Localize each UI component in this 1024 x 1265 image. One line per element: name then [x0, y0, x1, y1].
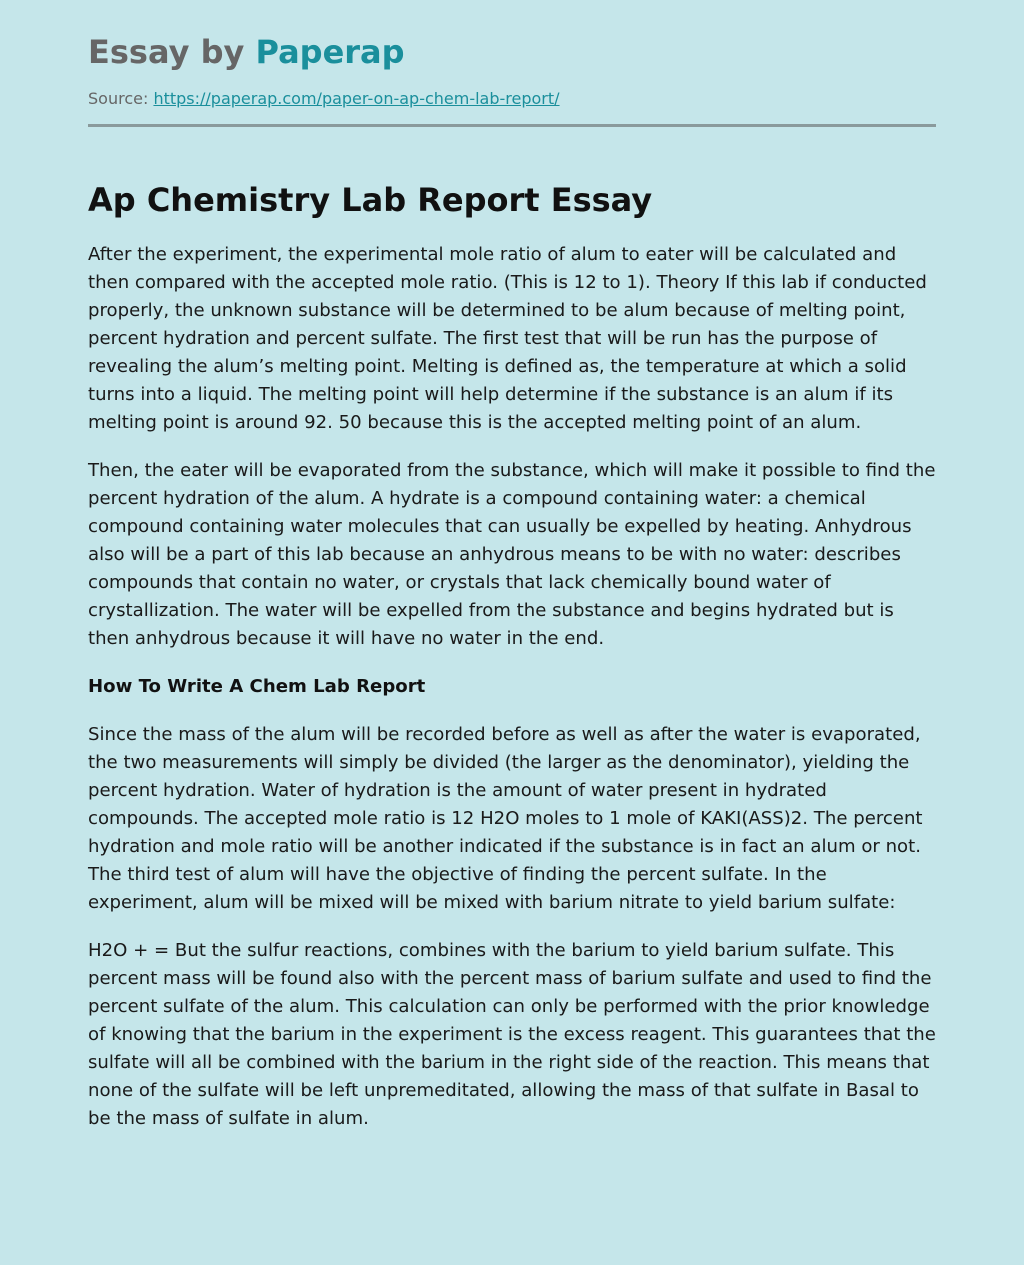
- paragraph: Then, the eater will be evaporated from the substance, which will make it possible to find the percent hydration of the alum. A hydrate is a compound containing water: a chemical compound containing water molecules that can usually be expelled by heating. Anhydrous also will be a part of this lab because an anhydrous means to be with no water: describes compounds that contain no water, or crystals that lack chemically bound water of crystallization. The water will be expelled from the substance and begins hydrated but is then anhydrous because it will have no water in the end.: [88, 460, 936, 649]
- source-link[interactable]: https://paperap.com/paper-on-ap-chem-lab-report/: [153, 89, 560, 108]
- page-title: Ap Chemistry Lab Report Essay: [88, 181, 653, 219]
- section-heading: How To Write A Chem Lab Report: [88, 676, 426, 697]
- header-divider: [88, 124, 936, 127]
- source-line: [88, 88, 560, 110]
- article-body: [88, 241, 938, 1153]
- paragraph: H2O + = But the sulfur reactions, combines with the barium to yield barium sulfate. This percent mass will be found also with the percent mass of barium sulfate and used to find the percent sulfate of the alum. This calculation can only be performed with the prior knowledge of knowing that the barium in the experiment is the excess reagent. This guarantees that the sulfate will all be combined with the barium in the right side of the reaction. This means that none of the sulfate will be left unpremeditated, allowing the mass of that sulfate in Basal to be the mass of sulfate in alum.: [88, 940, 936, 1129]
- brand-prefix: Essay by: [88, 33, 245, 71]
- brand-name: Paperap: [255, 33, 405, 71]
- paragraph: After the experiment, the experimental mole ratio of alum to eater will be calculated and then compared with the accepted mole ratio. (This is 12 to 1). Theory If this lab if conducted properly, the unknown substance will be determined to be alum because of melting point, percent hydration and percent sulfate. The first test that will be run has the purpose of revealing the alum’s melting point. Melting is defined as, the temperature at which a solid turns into a liquid. The melting point will help determine if the substance is an alum if its melting point is around 92. 50 because this is the accepted melting point of an alum.: [88, 244, 927, 433]
- source-label: Source:: [88, 89, 149, 108]
- paragraph: Since the mass of the alum will be recorded before as well as after the water is evaporated, the two measurements will simply be divided (the larger as the denominator), yielding the percent hydration. Water of hydration is the amount of water present in hydrated compounds. The accepted mole ratio is 12 H2O moles to 1 mole of KAKI(ASS)2. The percent hydration and mole ratio will be another indicated if the substance is in fact an alum or not. The third test of alum will have the objective of finding the percent sulfate. In the experiment, alum will be mixed will be mixed with barium nitrate to yield barium sulfate:: [88, 724, 923, 913]
- site-brand: [88, 30, 405, 74]
